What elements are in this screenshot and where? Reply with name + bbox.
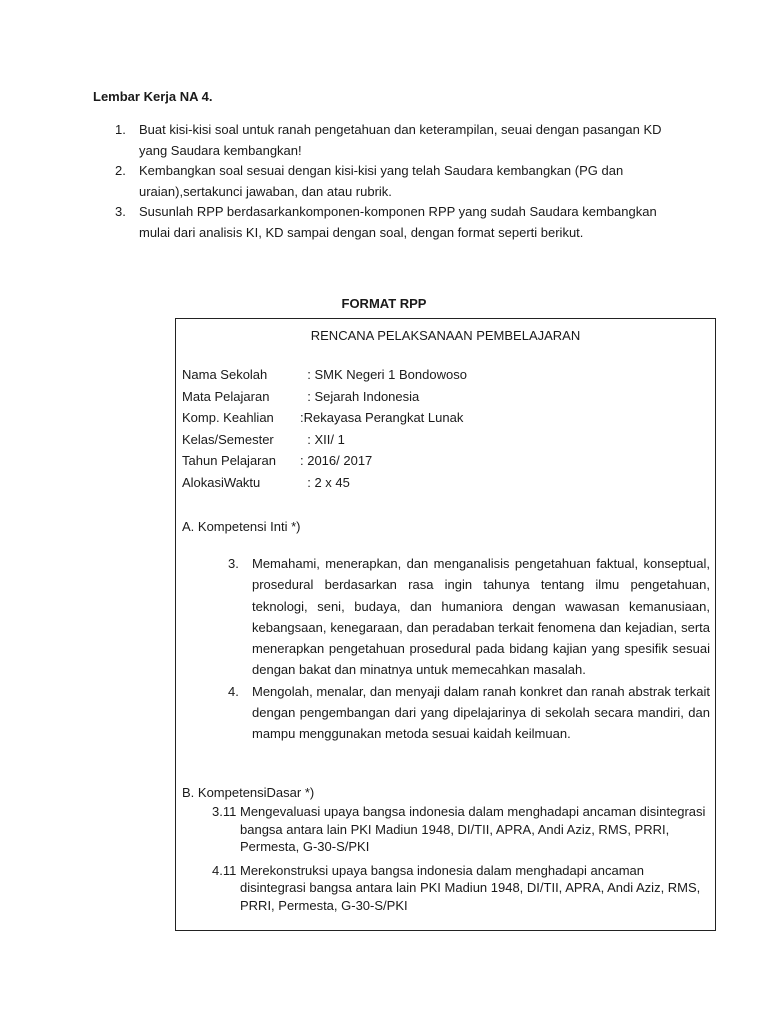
- info-label: Mata Pelajaran: [182, 388, 270, 404]
- info-label: Tahun Pelajaran: [182, 453, 276, 468]
- format-title: FORMAT RPP: [341, 296, 427, 311]
- info-value: : SMK Negeri 1 Bondowoso: [300, 367, 467, 382]
- ki-text: Mengolah, menalar, dan menyaji dalam ranah konkret dan ranah abstrak terkait dengan pengembangan dari yang dipelajarinya di sekolah secara mandiri, dan mampu menggunakan metoda sesuai kaidah keilmuan.: [252, 683, 710, 742]
- info-value: : Sejarah Indonesia: [300, 388, 420, 404]
- ki-item: [228, 681, 710, 745]
- ki-item: [228, 553, 710, 681]
- task-item: [115, 202, 675, 243]
- ki-number: 3.: [228, 556, 239, 571]
- kd-text: Mengevaluasi upaya bangsa indonesia dalam menghadapi ancaman disintegrasi bangsa antara lain PKI Madiun 1948, DI/TII, APRA, Andi Aziz, RMS, PRRI, Permesta, G-30-S/PKI: [240, 804, 706, 854]
- ki-text: Memahami, menerapkan, dan menganalisis pengetahuan faktual, konseptual, prosedural berdasarkan rasa ingin tahunya tentang ilmu pengetahuan, teknologi, seni, budaya, dan humaniora dengan wawasan kemanusiaan, kebangsaan, kenegaraan, dan peradaban terkait fenomena dan kejadian, serta menerapkan pengetahuan prosedural pada bidang kajian yang spesifik sesuai dengan bakat dan minatnya untuk memecahkan masalah.: [252, 556, 710, 678]
- task-text: Buat kisi-kisi soal untuk ranah pengetahuan dan keterampilan, seuai dengan pasangan KD yang Saudara kembangkan!: [139, 122, 662, 158]
- kd-list: [212, 803, 710, 920]
- task-list: [115, 120, 675, 243]
- kd-number: 3.11: [212, 804, 237, 819]
- worksheet-heading: Lembar Kerja NA 4.: [93, 89, 213, 104]
- kd-text: Merekonstruksi upaya bangsa indonesia dalam menghadapi ancaman disintegrasi bangsa antara lain PKI Madiun 1948, DI/TII, APRA, Andi Aziz, RMS, PRRI, Permesta, G-30-S/PKI: [240, 862, 701, 913]
- task-item: [115, 161, 675, 202]
- kd-number: 4.11: [212, 862, 237, 878]
- task-text: Kembangkan soal sesuai dengan kisi-kisi yang telah Saudara kembangkan (PG dan uraian),sertakunci jawaban, dan atau rubrik.: [139, 163, 624, 199]
- info-row: [182, 364, 467, 386]
- task-text: Susunlah RPP berdasarkankomponen-komponen RPP yang sudah Saudara kembangkan mulai dari analisis KI, KD sampai dengan soal, dengan format seperti berikut.: [139, 204, 657, 240]
- ki-list: [228, 553, 710, 745]
- kd-item: [212, 862, 710, 915]
- kd-item: [212, 803, 710, 856]
- task-item: [115, 120, 675, 161]
- info-row: [182, 450, 467, 472]
- task-number: 3.: [115, 204, 126, 219]
- section-b-heading: B. KompetensiDasar *): [182, 785, 315, 800]
- info-row: [182, 407, 467, 429]
- info-row: [182, 472, 467, 494]
- task-number: 1.: [115, 122, 126, 137]
- info-row: [182, 429, 467, 451]
- info-row: [182, 386, 467, 408]
- info-value: : XII/ 1: [300, 431, 345, 447]
- rpp-title: RENCANA PELAKSANAAN PEMBELAJARAN: [310, 328, 581, 343]
- info-label: AlokasiWaktu: [182, 474, 261, 490]
- rpp-box: [175, 318, 716, 931]
- info-label: Nama Sekolah: [182, 367, 268, 382]
- rpp-info: [182, 364, 467, 493]
- info-value: : 2 x 45: [300, 474, 350, 490]
- ki-number: 4.: [228, 683, 239, 699]
- section-a-heading: A. Kompetensi Inti *): [182, 519, 301, 534]
- info-label: Komp. Keahlian: [182, 410, 274, 425]
- task-number: 2.: [115, 163, 126, 178]
- info-label: Kelas/Semester: [182, 431, 274, 447]
- info-value: : 2016/ 2017: [300, 453, 373, 468]
- info-value: :Rekayasa Perangkat Lunak: [300, 410, 464, 425]
